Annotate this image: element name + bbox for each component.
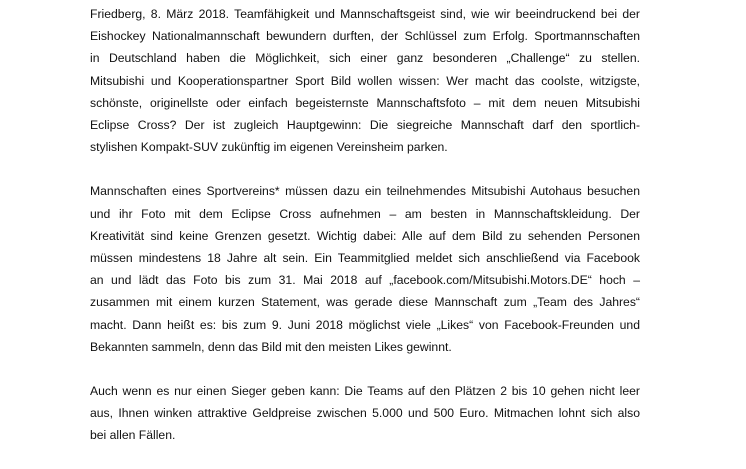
paragraph-intro [90,3,640,158]
document-page [90,3,640,469]
text-line: Mitsubishi und Kooperationspartner Sport Bild wollen wissen: Wer macht das coolste, witzigste, [90,73,640,88]
text-line: Bekannten sammeln, denn das Bild mit den meisten Likes gewinnt. [90,339,452,354]
text-line: macht. Dann heißt es: bis zum 9. Juni 2018 möglichst viele „Likes“ von Facebook-Freunden und [90,317,640,332]
text-line: Mannschaften eines Sportvereins* müssen dazu ein teilnehmendes Mitsubishi Autohaus besuchen [90,184,640,199]
text-line: Auch wenn es nur einen Sieger geben kann: Die Teams auf den Plätzen 2 bis 10 gehen nicht leer [90,384,640,399]
text-line: stylishen Kompakt-SUV zukünftig im eigenen Vereinsheim parken. [90,140,448,155]
text-line: müssen mindestens 18 Jahre alt sein. Ein Teammitglied meldet sich anschließend via Facebook [90,251,640,266]
text-line: aus, Ihnen winken attraktive Geldpreise zwischen 5.000 und 500 Euro. Mitmachen lohnt sich also [90,406,640,421]
text-line: an und lädt das Foto bis zum 31. Mai 2018 auf „facebook.com/Mitsubishi.Motors.DE“ hoch – [90,273,640,288]
paragraph-prizes [90,380,640,447]
text-line: Eclipse Cross? Der ist zugleich Hauptgewinn: Die siegreiche Mannschaft darf den sportlich- [90,118,640,133]
text-line: und ihr Foto mit dem Eclipse Cross aufnehmen – am besten in Mannschaftskleidung. Der [90,206,640,221]
text-line: bei allen Fällen. [90,428,176,443]
text-line: in Deutschland haben die Möglichkeit, sich einer ganz besonderen „Challenge“ zu stellen. [90,51,640,66]
text-line: zusammen mit einem kurzen Statement, was gerade diese Mannschaft zum „Team des Jahres“ [90,295,640,310]
text-line: Eishockey Nationalmannschaft bewundern durften, der Schlüssel zum Erfolg. Sportmannschaften [90,29,640,44]
text-line: Friedberg, 8. März 2018. Teamfähigkeit und Mannschaftsgeist sind, wie wir beeindruckend bei der [90,7,640,21]
paragraph-rules [90,180,640,358]
text-line: Kreativität sind keine Grenzen gesetzt. Wichtig dabei: Alle auf dem Bild zu sehenden Personen [90,228,640,243]
text-line: schönste, originellste oder einfach begeisternste Mannschaftsfoto – mit dem neuen Mitsubishi [90,95,640,110]
